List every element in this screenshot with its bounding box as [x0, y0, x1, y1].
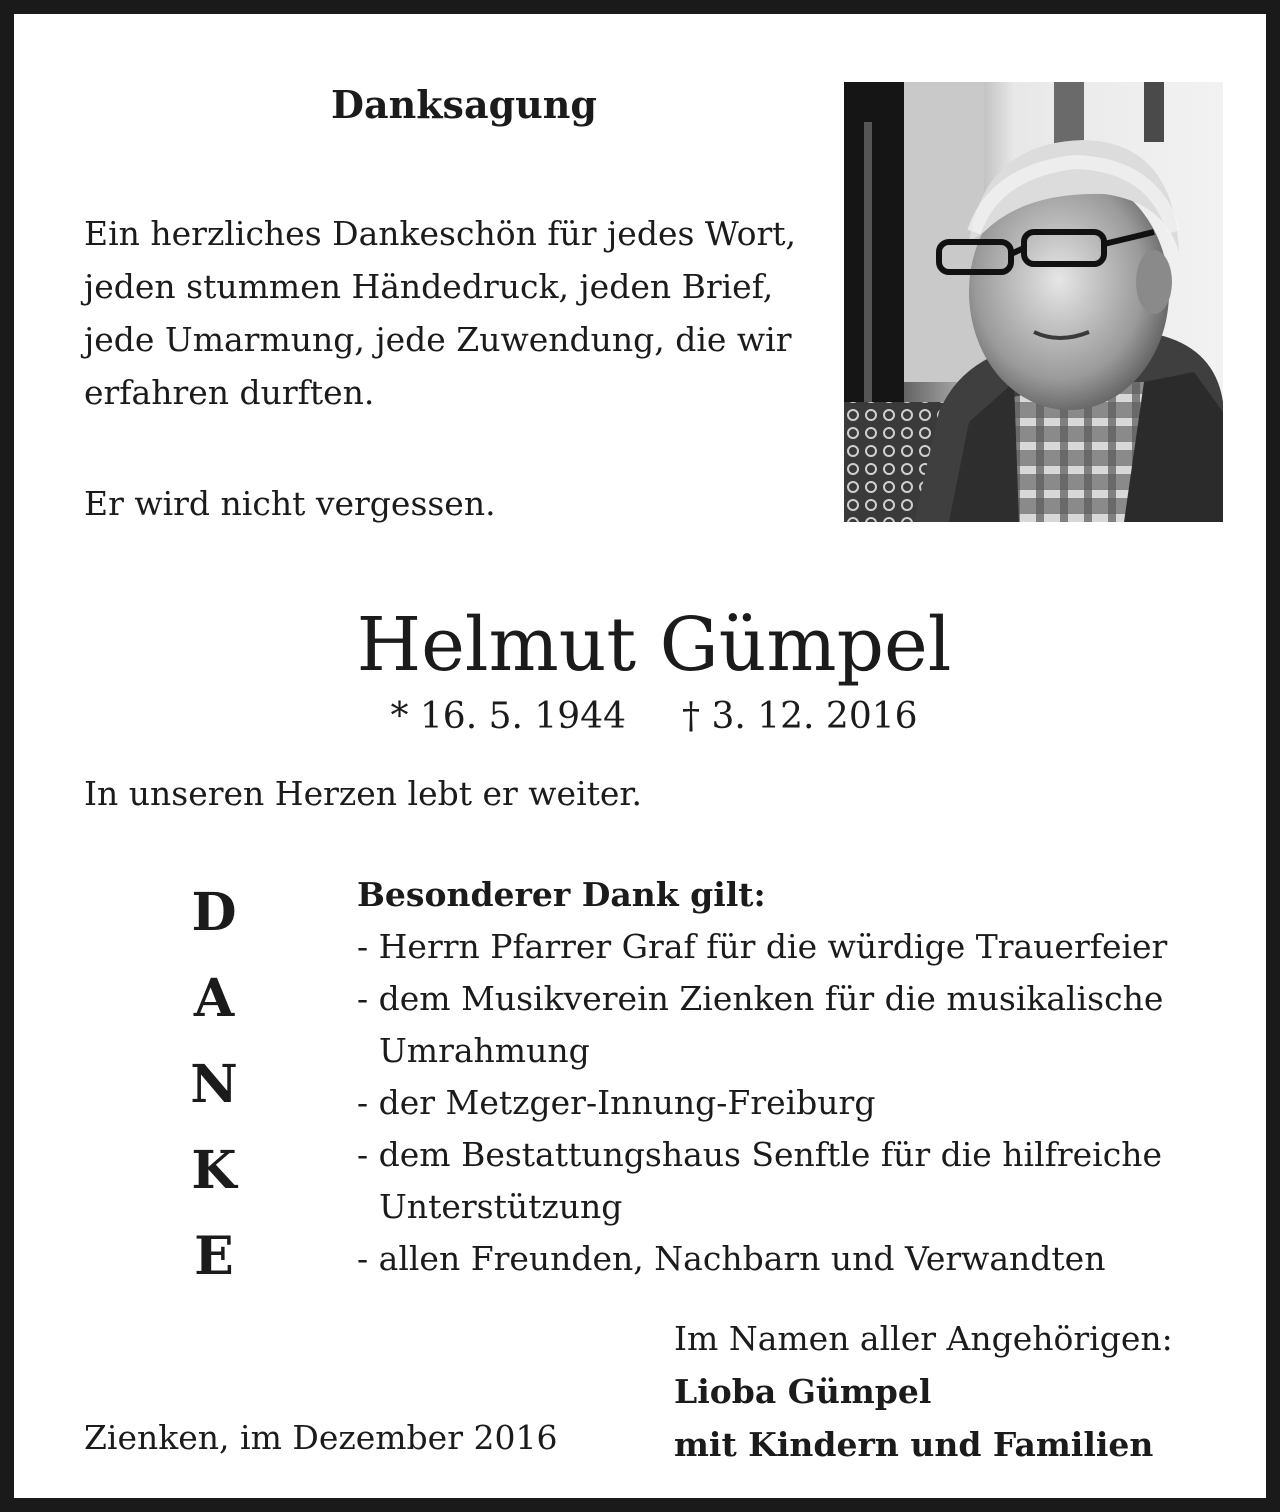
- intro-line: erfahren durften.: [84, 373, 375, 412]
- danke-letter: E: [194, 1226, 234, 1287]
- portrait-photo: [844, 82, 1223, 522]
- signoff-line: Im Namen aller Angehörigen:: [674, 1319, 1173, 1358]
- death-date: † 3. 12. 2016: [682, 696, 918, 737]
- special-thanks: [357, 869, 1209, 1285]
- thanks-item: - dem Bestattungshaus Senftle für die hilfreiche Unterstützung: [357, 1135, 1162, 1226]
- hearts-line: In unseren Herzen lebt er weiter.: [84, 774, 643, 813]
- special-thanks-title: Besonderer Dank gilt:: [357, 875, 766, 914]
- birth-date: * 16. 5. 1944: [390, 696, 626, 737]
- thanks-item: - Herrn Pfarrer Graf für die würdige Trauerfeier: [357, 927, 1168, 966]
- danke-letter: N: [190, 1054, 238, 1115]
- thanks-item: - dem Musikverein Zienken für die musikalische Umrahmung: [357, 979, 1164, 1070]
- danke-vertical: [184, 870, 244, 1300]
- signoff-family: mit Kindern und Familien: [674, 1425, 1154, 1464]
- danke-letter: D: [191, 882, 237, 943]
- signoff: [674, 1312, 1173, 1471]
- intro-line: jeden stummen Händedruck, jeden Brief,: [84, 267, 774, 306]
- remember-line: Er wird nicht vergessen.: [84, 484, 496, 523]
- intro-line: Ein herzliches Dankeschön für jedes Wort,: [84, 214, 796, 253]
- thanks-item: - der Metzger-Innung-Freiburg: [357, 1083, 876, 1122]
- notice-heading: Danksagung: [331, 82, 597, 127]
- deceased-name: Helmut Gümpel: [356, 602, 952, 688]
- danke-letter: K: [191, 1140, 237, 1201]
- signoff-name: Lioba Gümpel: [674, 1372, 932, 1411]
- intro-text: [84, 207, 824, 419]
- thanks-item: - allen Freunden, Nachbarn und Verwandten: [357, 1239, 1106, 1278]
- portrait-photo-image: [844, 82, 1223, 522]
- danke-letter: A: [193, 968, 235, 1029]
- place-date: Zienken, im Dezember 2016: [84, 1418, 558, 1457]
- life-dates: [390, 696, 917, 737]
- intro-line: jede Umarmung, jede Zuwendung, die wir: [84, 320, 792, 359]
